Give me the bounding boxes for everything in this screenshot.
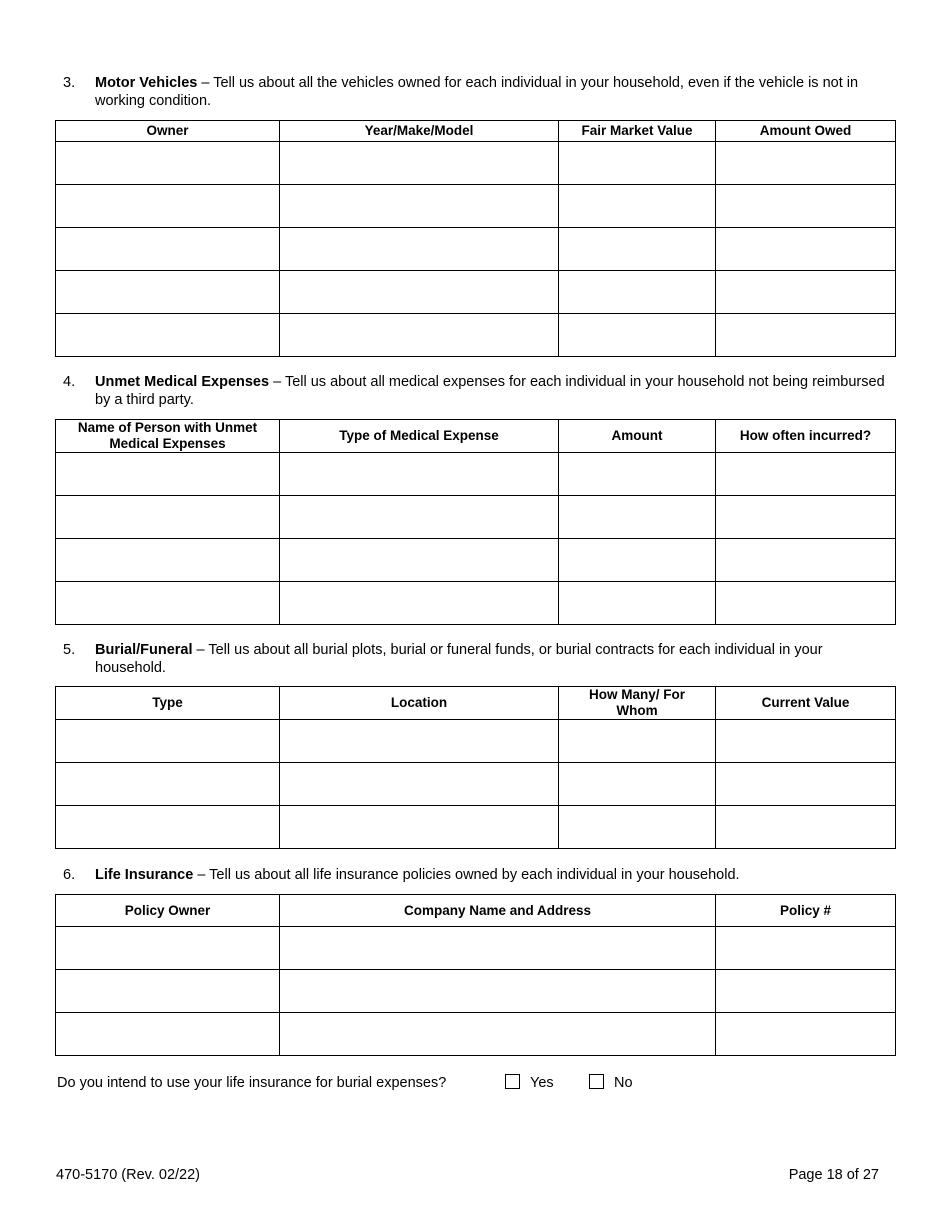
table-row	[56, 1013, 896, 1056]
company-name-address-cell[interactable]	[280, 927, 716, 970]
section-title: Motor Vehicles	[95, 75, 198, 91]
table-row	[56, 142, 896, 185]
owner-cell[interactable]	[56, 185, 280, 228]
table-row	[56, 720, 896, 763]
amount-cell[interactable]	[559, 453, 716, 496]
table-row	[56, 806, 896, 849]
current-value-cell[interactable]	[716, 763, 896, 806]
amount-owed-cell[interactable]	[716, 228, 896, 271]
year-make-model-cell[interactable]	[280, 271, 559, 314]
table-row	[56, 927, 896, 970]
section-description: – Tell us about all burial plots, burial or funeral funds, or burial contracts for each individual in your household.	[95, 642, 823, 676]
column-header-policy-number: Policy #	[716, 895, 896, 927]
owner-cell[interactable]	[56, 314, 280, 357]
burial-question-text: Do you intend to use your life insurance for burial expenses?	[57, 1075, 447, 1091]
year-make-model-cell[interactable]	[280, 228, 559, 271]
current-value-cell[interactable]	[716, 806, 896, 849]
burial-funeral-table	[55, 686, 896, 849]
person-name-cell[interactable]	[56, 582, 280, 625]
column-header-current-value: Current Value	[716, 687, 896, 720]
how-often-cell[interactable]	[716, 539, 896, 582]
policy-owner-cell[interactable]	[56, 1013, 280, 1056]
section-number: 6.	[63, 867, 76, 883]
section-text	[95, 373, 893, 409]
column-header-year-make-model: Year/Make/Model	[280, 121, 559, 142]
section-title: Burial/Funeral	[95, 642, 193, 658]
table-row	[56, 970, 896, 1013]
form-number: 470-5170 (Rev. 02/22)	[56, 1167, 201, 1183]
location-cell[interactable]	[280, 806, 559, 849]
how-many-cell[interactable]	[559, 720, 716, 763]
table-row	[56, 228, 896, 271]
expense-type-cell[interactable]	[280, 453, 559, 496]
policy-number-cell[interactable]	[716, 1013, 896, 1056]
amount-owed-cell[interactable]	[716, 142, 896, 185]
company-name-address-cell[interactable]	[280, 1013, 716, 1056]
table-row	[56, 539, 896, 582]
column-header-type: Type	[56, 687, 280, 720]
person-name-cell[interactable]	[56, 453, 280, 496]
person-name-cell[interactable]	[56, 539, 280, 582]
section-number: 5.	[63, 642, 76, 658]
type-cell[interactable]	[56, 763, 280, 806]
amount-owed-cell[interactable]	[716, 314, 896, 357]
column-header-amount-owed: Amount Owed	[716, 121, 896, 142]
owner-cell[interactable]	[56, 228, 280, 271]
amount-cell[interactable]	[559, 582, 716, 625]
expense-type-cell[interactable]	[280, 539, 559, 582]
person-name-cell[interactable]	[56, 496, 280, 539]
table-row	[56, 185, 896, 228]
policy-number-cell[interactable]	[716, 970, 896, 1013]
amount-owed-cell[interactable]	[716, 185, 896, 228]
column-header-person-name: Name of Person with Unmet Medical Expenses	[56, 420, 280, 453]
table-row	[56, 271, 896, 314]
amount-owed-cell[interactable]	[716, 271, 896, 314]
yes-option[interactable]	[505, 1074, 554, 1092]
section-number: 4.	[63, 374, 76, 390]
policy-owner-cell[interactable]	[56, 970, 280, 1013]
type-cell[interactable]	[56, 806, 280, 849]
how-often-cell[interactable]	[716, 453, 896, 496]
unmet-medical-expenses-table	[55, 419, 896, 625]
no-label: No	[614, 1075, 633, 1091]
amount-cell[interactable]	[559, 539, 716, 582]
section-title: Unmet Medical Expenses	[95, 374, 270, 390]
column-header-location: Location	[280, 687, 559, 720]
section-title: Life Insurance	[95, 867, 194, 883]
location-cell[interactable]	[280, 763, 559, 806]
how-often-cell[interactable]	[716, 496, 896, 539]
life-insurance-table	[55, 894, 896, 1056]
year-make-model-cell[interactable]	[280, 185, 559, 228]
yes-checkbox[interactable]	[505, 1074, 520, 1089]
motor-vehicles-table	[55, 120, 896, 357]
expense-type-cell[interactable]	[280, 582, 559, 625]
owner-cell[interactable]	[56, 271, 280, 314]
how-many-cell[interactable]	[559, 763, 716, 806]
policy-owner-cell[interactable]	[56, 927, 280, 970]
section-text	[95, 74, 893, 110]
fair-market-value-cell[interactable]	[559, 314, 716, 357]
current-value-cell[interactable]	[716, 720, 896, 763]
page-number: Page 18 of 27	[788, 1167, 879, 1183]
section-number: 3.	[63, 75, 76, 91]
fair-market-value-cell[interactable]	[559, 142, 716, 185]
type-cell[interactable]	[56, 720, 280, 763]
column-header-amount: Amount	[559, 420, 716, 453]
table-row	[56, 314, 896, 357]
section-description: – Tell us about all medical expenses for each individual in your household not being reimbursed by a third party.	[95, 374, 885, 408]
no-option[interactable]	[589, 1074, 633, 1092]
how-often-cell[interactable]	[716, 582, 896, 625]
year-make-model-cell[interactable]	[280, 314, 559, 357]
table-row	[56, 582, 896, 625]
column-header-expense-type: Type of Medical Expense	[280, 420, 559, 453]
how-many-cell[interactable]	[559, 806, 716, 849]
section-text	[95, 641, 893, 677]
table-row	[56, 496, 896, 539]
fair-market-value-cell[interactable]	[559, 271, 716, 314]
table-row	[56, 763, 896, 806]
section-description: – Tell us about all life insurance policies owned by each individual in your household.	[193, 867, 740, 883]
no-checkbox[interactable]	[589, 1074, 604, 1089]
column-header-company-name-address: Company Name and Address	[280, 895, 716, 927]
column-header-owner: Owner	[56, 121, 280, 142]
fair-market-value-cell[interactable]	[559, 228, 716, 271]
column-header-how-many: How Many/ For Whom	[559, 687, 716, 720]
policy-number-cell[interactable]	[716, 927, 896, 970]
section-text	[95, 866, 893, 884]
location-cell[interactable]	[280, 720, 559, 763]
fair-market-value-cell[interactable]	[559, 185, 716, 228]
amount-cell[interactable]	[559, 496, 716, 539]
expense-type-cell[interactable]	[280, 496, 559, 539]
column-header-how-often: How often incurred?	[716, 420, 896, 453]
column-header-policy-owner: Policy Owner	[56, 895, 280, 927]
column-header-fair-market-value: Fair Market Value	[559, 121, 716, 142]
yes-label: Yes	[530, 1075, 554, 1091]
company-name-address-cell[interactable]	[280, 970, 716, 1013]
section-description: – Tell us about all the vehicles owned for each individual in your household, even if the vehicle is not in working condition.	[95, 75, 859, 109]
owner-cell[interactable]	[56, 142, 280, 185]
year-make-model-cell[interactable]	[280, 142, 559, 185]
table-row	[56, 453, 896, 496]
